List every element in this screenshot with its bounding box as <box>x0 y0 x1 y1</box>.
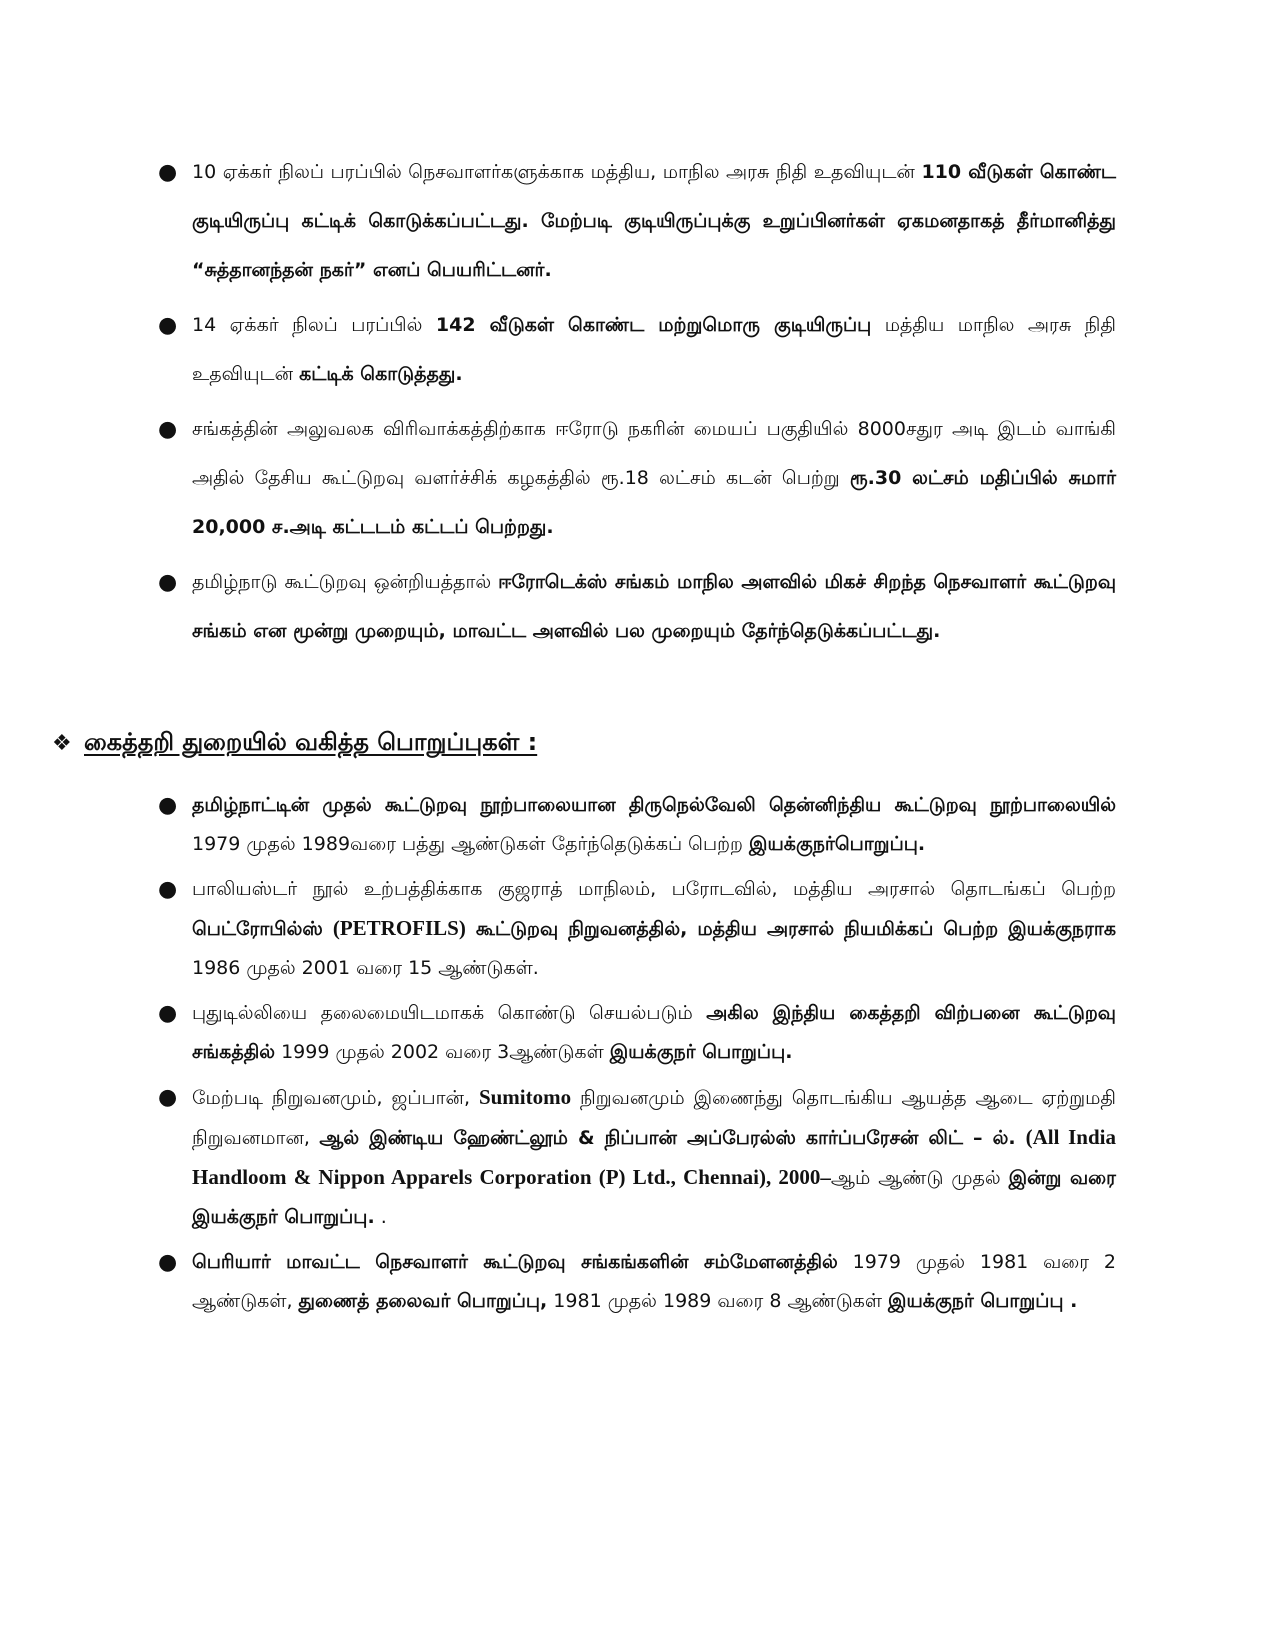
bullet-icon: ● <box>158 417 178 442</box>
text-segment: சங்கத்தின் அலுவலக விரிவாக்கத்திற்காக ஈரோடு நகரின் மையப் பகுதியில் 8000சதுர அடி இடம் வாங்கி அதில் தேசிய கூட்டுறவு வளர்ச்சிக் கழகத்தில் ரூ.18 லட்சம் கடன் பெற்று <box>192 418 1116 489</box>
list-item-text <box>192 571 1116 642</box>
bold-text-segment: பெரியார் மாவட்ட நெசவாளர் கூட்டுறவு சங்கங்களின் சம்மேளனத்தில் <box>192 1251 838 1273</box>
text-segment: தமிழ்நாடு கூட்டுறவு ஒன்றியத்தால் <box>192 571 499 593</box>
bold-text-segment: இயக்குநர்பொறுப்பு. <box>749 833 926 855</box>
bullet-icon: ● <box>158 313 178 338</box>
bold-text-segment: இயக்குநர் பொறுப்பு . <box>888 1290 1078 1312</box>
list-item <box>158 870 1116 988</box>
bold-text-segment: Sumitomo <box>478 1085 572 1109</box>
diamond-bullet-icon: ❖ <box>52 731 72 756</box>
bold-text-segment: இயக்குநர் பொறுப்பு. <box>609 1041 793 1063</box>
bold-text-segment: துணைத் தலைவர் பொறுப்பு, <box>298 1290 548 1312</box>
list-item-text <box>192 1002 1116 1063</box>
section-heading <box>52 726 537 760</box>
text-segment: புதுடில்லியை தலைமையிடமாகக் கொண்டு செயல்படும் <box>192 1002 707 1024</box>
bold-text-segment: ரூ.30 லட்சம் மதிப்பில் சுமார் 20,000 ச.அடி கட்டடம் கட்டப் பெற்றது. <box>192 467 1116 538</box>
bold-text-segment: தமிழ்நாட்டின் முதல் கூட்டுறவு நூற்பாலையான திருநெல்வேலி தென்னிந்திய கூட்டுறவு நூற்பாலையில் <box>192 794 1116 816</box>
bold-text-segment: பெட்ரோபில்ஸ் <box>192 918 333 940</box>
section-heading-text: கைத்தறி துறையில் வகித்த பொறுப்புகள் : <box>84 728 538 756</box>
bold-text-segment: ஈரோடெக்ஸ் சங்கம் மாநில அளவில் மிகச் சிறந்த நெசவாளர் கூட்டுறவு சங்கம் என மூன்று முறையும், மாவட்ட அளவில் பல முறையும் தேர்ந்தெடுக்கப்பட்டது. <box>192 571 1116 642</box>
list-item-text <box>192 161 1116 281</box>
list-item <box>158 405 1116 552</box>
achievements-list <box>158 148 1116 662</box>
text-segment: மத்திய மாநில அரசு நிதி உதவியுடன் <box>192 314 1116 385</box>
text-segment: ஆம் ஆண்டு முதல் <box>830 1167 1009 1189</box>
bullet-icon: ● <box>158 570 178 595</box>
list-item <box>158 1078 1116 1237</box>
list-item-text <box>192 418 1116 538</box>
text-segment: 14 ஏக்கர் நிலப் பரப்பில் <box>192 314 436 336</box>
text-segment: பாலியஸ்டர் நூல் உற்பத்திக்காக குஜராத் மாநிலம், பரோடவில், மத்திய அரசால் தொடங்கப் பெற்ற <box>192 878 1116 900</box>
bullet-icon: ● <box>158 160 178 185</box>
text-segment: 10 ஏக்கர் நிலப் பரப்பில் நெசவாளர்களுக்காக மத்திய, மாநில அரசு நிதி உதவியுடன் <box>192 161 922 183</box>
bullet-icon: ● <box>158 1085 178 1110</box>
list-item-text <box>192 1087 1116 1228</box>
responsibilities-list <box>158 786 1116 1327</box>
list-item <box>158 786 1116 864</box>
bold-text-segment: (PETROFILS) <box>332 916 466 940</box>
list-item <box>158 301 1116 399</box>
text-segment: நிறுவனமும் இணைந்து தொடங்கிய ஆயத்த ஆடை ஏற்றுமதி நிறுவனமான, <box>192 1087 1116 1149</box>
list-item <box>158 994 1116 1072</box>
bullet-icon: ● <box>158 1250 178 1275</box>
bold-text-segment: அகில இந்திய கைத்தறி விற்பனை கூட்டுறவு சங்கத்தில் <box>192 1002 1116 1063</box>
bullet-icon: ● <box>158 877 178 902</box>
text-segment: மேற்படி நிறுவனமும், ஜப்பான், <box>192 1087 479 1109</box>
list-item-text <box>192 1251 1116 1312</box>
list-item-text <box>192 794 1116 855</box>
bold-text-segment: 142 வீடுகள் கொண்ட மற்றுமொரு குடியிருப்பு <box>435 314 872 336</box>
text-segment: 1981 முதல் 1989 வரை 8 ஆண்டுகள் <box>547 1290 889 1312</box>
text-segment: 1999 முதல் 2002 வரை 3ஆண்டுகள் <box>275 1041 610 1063</box>
text-segment: 1986 முதல் 2001 வரை 15 ஆண்டுகள். <box>192 957 539 979</box>
list-item-text <box>192 878 1116 979</box>
bold-text-segment: ஆல் இண்டிய ஹேண்ட்லூம் & நிப்பான் அப்பேரல்ஸ் கார்ப்பரேசன் லிட் – ல். <box>319 1127 1026 1149</box>
bold-text-segment: (All India Handloom & Nippon Apparels Corporation (P) Ltd., Chennai), 2000– <box>192 1125 1116 1189</box>
list-item <box>158 148 1116 295</box>
bullet-icon: ● <box>158 1001 178 1026</box>
bullet-icon: ● <box>158 793 178 818</box>
list-item <box>158 558 1116 656</box>
text-segment: 1979 முதல் 1981 வரை 2 ஆண்டுகள், <box>192 1251 1116 1312</box>
bold-text-segment: இன்று வரை இயக்குநர் பொறுப்பு. <box>192 1167 1116 1228</box>
list-item-text <box>192 314 1116 385</box>
bold-text-segment: கூட்டுறவு நிறுவனத்தில், மத்திய அரசால் நியமிக்கப் பெற்ற இயக்குநராக <box>465 918 1116 940</box>
text-segment: 1979 முதல் 1989வரை பத்து ஆண்டுகள் தேர்ந்தெடுக்கப் பெற்ற <box>192 833 750 855</box>
bold-text-segment: 110 வீடுகள் கொண்ட குடியிருப்பு கட்டிக் கொடுக்கப்பட்டது. மேற்படி குடியிருப்புக்கு உறுப்பினர்கள் ஏகமனதாகத் தீர்மானித்து “சுத்தானந்தன் நகர்” எனப் பெயரிட்டனர். <box>192 161 1116 281</box>
text-segment: . <box>374 1206 387 1228</box>
list-item <box>158 1243 1116 1321</box>
bold-text-segment: கட்டிக் கொடுத்தது. <box>299 363 463 385</box>
